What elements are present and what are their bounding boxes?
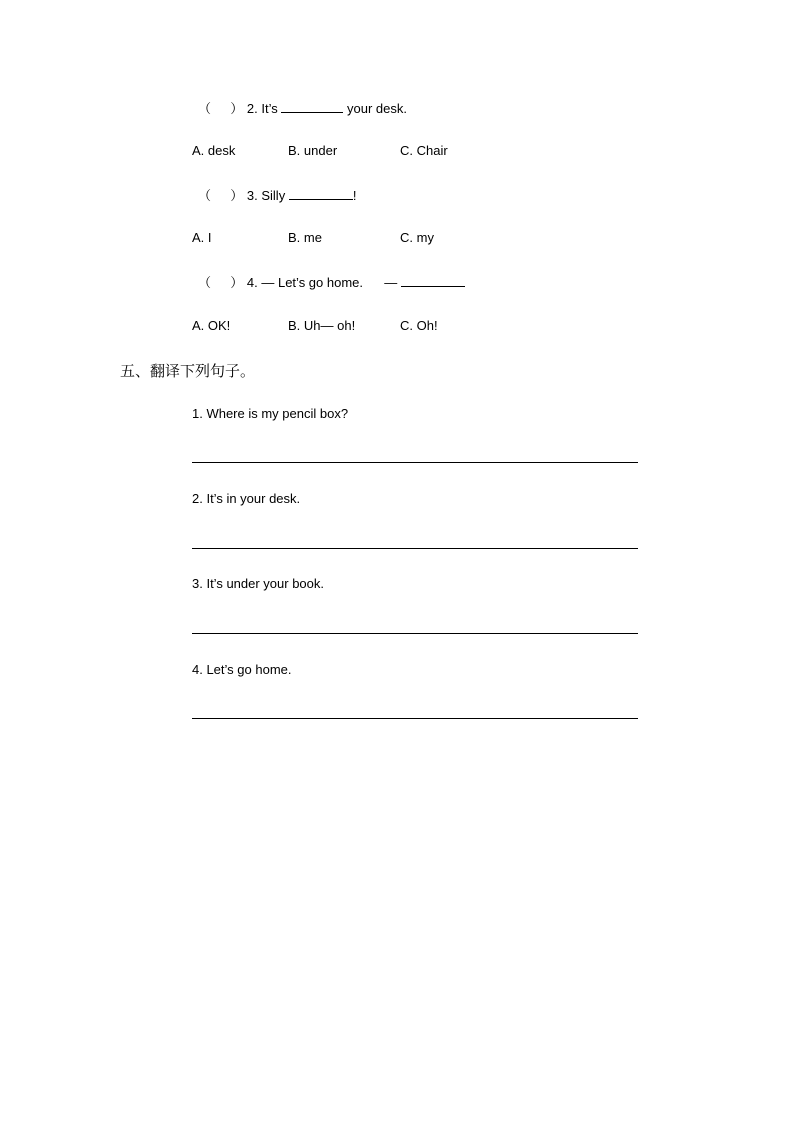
section-title: 五、翻译下列句子。 bbox=[120, 362, 256, 380]
answer-line-4[interactable] bbox=[192, 718, 638, 719]
question-text: 4. — Let’s go home. bbox=[246, 275, 364, 290]
answer-line-3[interactable] bbox=[192, 633, 638, 634]
sentence-1: 1. Where is my pencil box? bbox=[192, 406, 349, 421]
option-a: A. I bbox=[192, 230, 212, 245]
question-text: 2. It’s bbox=[246, 101, 278, 116]
option-b: B. Uh— oh! bbox=[288, 318, 356, 333]
option-b: B. me bbox=[288, 230, 322, 245]
question-4 bbox=[198, 272, 465, 291]
sentence-3: 3. It’s under your book. bbox=[192, 576, 325, 591]
option-a: A. desk bbox=[192, 143, 236, 158]
question-2 bbox=[198, 98, 407, 117]
paren-close: ） bbox=[230, 275, 244, 290]
question-text: 3. Silly bbox=[246, 188, 286, 203]
option-c: C. Oh! bbox=[400, 318, 438, 333]
option-b: B. under bbox=[288, 143, 338, 158]
question-text-post: your desk. bbox=[347, 101, 407, 116]
option-c: C. Chair bbox=[400, 143, 448, 158]
option-c: C. my bbox=[400, 230, 434, 245]
response-dash: — bbox=[384, 275, 398, 290]
paren-open: （ bbox=[198, 188, 212, 203]
paren-close: ） bbox=[230, 101, 244, 116]
sentence-2: 2. It’s in your desk. bbox=[192, 491, 301, 506]
fill-blank[interactable] bbox=[281, 100, 343, 113]
fill-blank[interactable] bbox=[401, 274, 465, 287]
answer-line-1[interactable] bbox=[192, 462, 638, 463]
paren-open: （ bbox=[198, 275, 212, 290]
question-3 bbox=[198, 185, 356, 204]
fill-blank[interactable] bbox=[289, 187, 353, 200]
question-text-post: ! bbox=[352, 188, 357, 203]
paren-open: （ bbox=[198, 101, 212, 116]
paren-close: ） bbox=[230, 188, 244, 203]
sentence-4: 4. Let’s go home. bbox=[192, 662, 292, 677]
answer-line-2[interactable] bbox=[192, 548, 638, 549]
option-a: A. OK! bbox=[192, 318, 231, 333]
